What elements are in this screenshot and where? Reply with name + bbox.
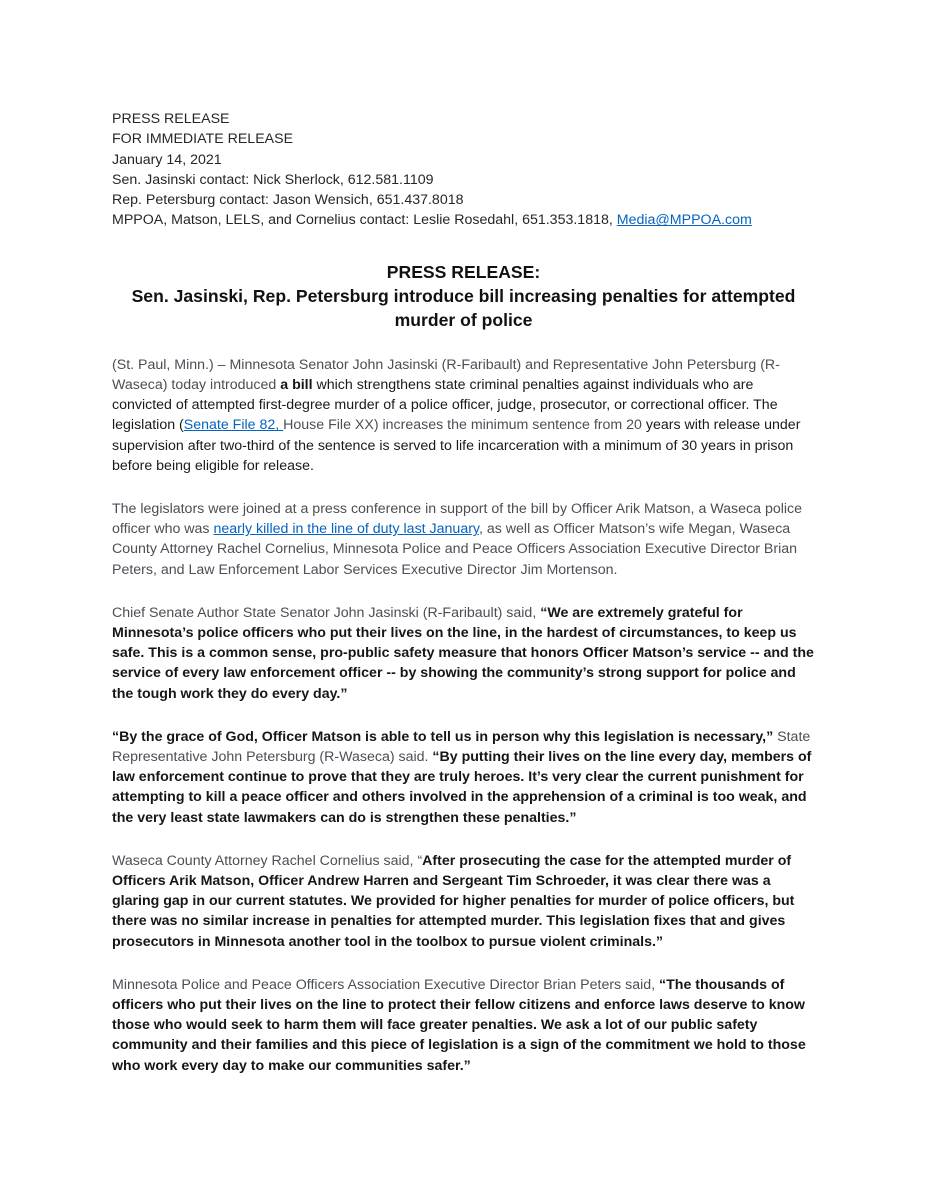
header-label: PRESS RELEASE <box>112 111 230 127</box>
paragraph-cornelius-quote <box>112 851 815 952</box>
contact-jasinski: Sen. Jasinski contact: Nick Sherlock, 612.581.1109 <box>112 171 434 188</box>
p6-quote: “The thousands of officers who put their lives on the line to protect their fellow citizens and enforce laws deserve to know those who would seek to harm them will face greater penalties. We ask a lot of our public safety community and their families and this piece of legislation is a sign of the commitment we hold to those who work every day to make our communities safer.” <box>112 976 806 1074</box>
header-immediate: FOR IMMEDIATE RELEASE <box>112 131 294 148</box>
p1-text-a: (St. Paul, Minn.) – Minnesota Senator John Jasinski (R-Faribault) and Representative John Petersburg (R-Waseca) today introduced <box>112 356 780 393</box>
contact-petersburg: Rep. Petersburg contact: Jason Wensich, 651.437.8018 <box>112 192 464 209</box>
p4-quote-1: “By the grace of God, Officer Matson is able to tell us in person why this legislation is necessary,” <box>112 728 774 745</box>
paragraph-intro <box>112 355 815 476</box>
p2-text-a: The legislators were joined at a press conference in support of the bill by Officer Arik Matson, a Waseca police officer who was <box>112 501 803 538</box>
p4-quote-2: “By putting their lives on the line every day, members of law enforcement continue to prove that they are truly heroes. It’s very clear the current punishment for attempting to kill a peace officer and others involved in the apprehension of a criminal is too weak, and the very least state lawmakers can do is strengthen these penalties.” <box>112 749 812 826</box>
p2-text-b: , as well as Officer Matson’s wife Megan, Waseca County Attorney Rachel Cornelius, Minnesota Police and Peace Officers Association Executive Director Brian Peters, and Law Enforcement Labor Services Executive Director Jim Mortenson. <box>112 521 798 578</box>
p3-quote: “We are extremely grateful for Minnesota’s police officers who put their lives on the line, in the hardest of circumstances, to keep us safe. This is a common sense, pro-public safety measure that honors Officer Matson’s service -- and the service of every law enforcement officer -- by showing the community’s strong support for police and the tough work they do every day.” <box>112 604 814 702</box>
p5-quote: After prosecuting the case for the attempted murder of Officers Arik Matson, Officer Andrew Harren and Sergeant Tim Schroeder, it was clear there was a glaring gap in our current statutes. We provided for higher penalties for murder of police officers, but there was no similar increase in penalties for attempted murder. This legislation fixes that and gives prosecutors in Minnesota another tool in the toolbox to pursue violent criminals.” <box>112 852 795 950</box>
media-email-link[interactable]: Media@MPPOA.com <box>616 212 752 229</box>
contact-mppoa <box>112 210 815 230</box>
release-header <box>112 109 815 231</box>
p6-attribution: Minnesota Police and Peace Officers Association Executive Director Brian Peters said, <box>112 976 660 993</box>
release-title <box>112 260 815 332</box>
p1-text-e: years with release under supervision after two-third of the sentence is served to life incarceration with a minimum of 30 years in prison before being eligible for release. <box>112 417 801 474</box>
p4-attribution: State Representative John Petersburg (R-Waseca) said. <box>112 728 811 766</box>
headline: Sen. Jasinski, Rep. Petersburg introduce bill increasing penalties for attempted murder of police <box>131 285 796 330</box>
paragraph-press-conference <box>112 499 815 580</box>
p5-attribution: Waseca County Attorney Rachel Cornelius said, “ <box>112 852 423 869</box>
p1-text-c: which strengthens state criminal penalties against individuals who are convicted of attempted first-degree murder of a police officer, judge, prosecutor, or correctional officer. The legislation ( <box>112 376 778 434</box>
paragraph-petersburg-quote <box>112 727 815 828</box>
p1-text-d: House File XX) increases the minimum sentence from 20 <box>283 417 646 434</box>
senate-file-link[interactable]: Senate File 82, <box>183 417 284 434</box>
line-of-duty-link[interactable]: nearly killed in the line of duty last January <box>213 521 479 538</box>
p3-attribution: Chief Senate Author State Senator John Jasinski (R-Faribault) said, <box>112 604 541 621</box>
release-date: January 14, 2021 <box>112 151 222 168</box>
contact-mppoa-text: MPPOA, Matson, LELS, and Cornelius contact: Leslie Rosedahl, 651.353.1818, <box>112 212 617 229</box>
paragraph-jasinski-quote <box>112 603 815 704</box>
title-label: PRESS RELEASE: <box>386 261 541 282</box>
paragraph-peters-quote <box>112 975 815 1076</box>
p1-bill: a bill <box>280 376 313 393</box>
